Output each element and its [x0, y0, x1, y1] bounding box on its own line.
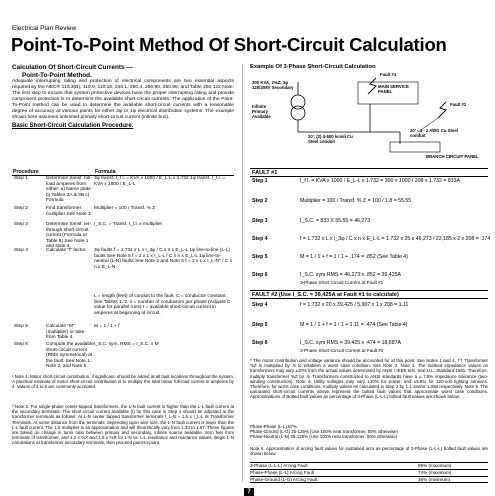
transformer-primary-icon — [291, 95, 305, 109]
infinite-label: Infinite Primary Available — [252, 104, 271, 119]
main-panel-label: MAIN SERVICE PANEL — [378, 84, 409, 94]
fault-2-icon — [438, 102, 446, 118]
table-row — [250, 469, 488, 476]
notes-block: * The motor contribution and voltage variance should be accounted for at this point. See Notes 1 and 4. †† Transformer %Z is multiplied by .9 to establish a worst case condition. See Note 3. Note 3. The marked impedance values on transformers may vary ±10% from the actual values determined by ANSI / IEEE test. See U.L. Standard 1561. Therefore, multiply transformer %Z by .9. Transformers constructed to ANSI standards have a ± 7.5% impedance tolerance (two-winding construction). Note 4. Utility voltages may vary ±10% for power, and ±5.8% for 120-volt lighting services. Therefore, for worst case conditions, multiply values as calculated in Step 3 by 1.1 and/or 1.058 respectively. Note 5. The calculated short-circuit currents above represent the bolted fault values that approximate worst case conditions. Approximations of Bolted fault values as percentage of 3-Phase (L-L-L) bolted fault values are shown below. — [250, 358, 488, 400]
step-desc: Find transformer multiplier See Note 3. — [46, 206, 92, 217]
arcing-label: Phase-Phase (L-L) Arcing Fault — [250, 470, 315, 476]
conductor-1-label: 20', (2) 4-500 kcmil Cu Steel conduit — [308, 134, 353, 144]
calc-heading-2: Point-To-Point Method. — [22, 71, 92, 79]
step-label: Step 6 — [14, 342, 28, 347]
procedure-step-2 — [12, 206, 234, 222]
step-formula: I_S.C. = Transf. I_f.l. x multiplier — [94, 222, 163, 227]
step-calc: f = 1.732 x L x I_3φ / C x n x E_L-L = 1.732 x 25 x 46,273 / 22,185 x 2 x 208 = .174 — [300, 236, 491, 242]
arcing-label: Phase-Ground (L-G) Arcing Fault — [250, 476, 318, 482]
step-calc: I_S.C. sym RMS = 46,273 x .852 = 39,425A — [300, 272, 401, 278]
transformer-label: 300 KVA, 2%Z, 3φ 120/208V Secondary — [252, 80, 294, 90]
step-label: Step 4 — [14, 248, 28, 253]
step-label: Step 5 — [252, 254, 268, 260]
step-label — [12, 294, 46, 324]
arcing-fault-table — [250, 462, 488, 483]
step-label: Step 4 — [252, 236, 268, 242]
right-column — [250, 64, 488, 70]
procedure-step-1 — [12, 176, 234, 206]
col-procedure: Procedure — [13, 168, 39, 175]
branch-panel-label: BRANCH CIRCUIT PANEL — [426, 154, 479, 159]
one-line-diagram — [250, 72, 486, 162]
step-calc: I_S.C. sym RMS = 39,425 x .474 = 18,687A — [300, 340, 401, 346]
procedure-table-header — [12, 168, 234, 176]
step-label: Step 6 — [252, 272, 268, 278]
table-row — [250, 476, 488, 484]
step-formula: Multiplier = 100 / Transf. % Z — [94, 206, 156, 211]
step-label: Step 3 — [252, 218, 268, 224]
step-label: Step 2 — [252, 198, 268, 204]
procedure-step-3 — [12, 222, 234, 248]
step-formula: M = 1 / 1 + f — [94, 324, 120, 329]
arcing-value: 74% (maximum) — [418, 470, 452, 476]
phase-line: Phase-Ground (L-G) 25-125% (Use 100% near transformer, 50% otherwise) — [250, 429, 398, 435]
transformer-secondary-icon — [291, 106, 305, 120]
step-label: Step 6 — [252, 340, 268, 346]
procedure-step-6 — [12, 342, 234, 376]
step-calc: I_f.l. = KVA x 1000 / E_L-L x 1.732 = 300 x 1000 / 208 x 1.732 = 833A — [300, 178, 460, 184]
fault-2-note-text: 3-Phase Short-Circuit Current at Fault #2 — [300, 348, 384, 353]
phase-percentages — [250, 424, 488, 440]
fault-2-header: FAULT #2 (Use I_S.C. = 39,425A at Fault #1 to calculate) — [250, 290, 488, 299]
variable-definitions: L = length (feet) of conduit to the fault. C = conductor constant. See Tables 1, 2. n = number of conductors per phase (Adjusts C value for parallel runs) I = available short-circuit current in amperes at beginning of circuit. — [94, 294, 231, 316]
step-label: Step 5 — [252, 322, 268, 328]
example-title: Example Of 3-Phase Short-Circuit Calculation — [250, 64, 376, 70]
step-formula: 3φ transf. I_f.l. = KVA x 1000 / E_L-L x 1.732 1φ transf. I_f.l. = KVA x 1000 / E_L-L — [94, 176, 226, 187]
procedure-step-4 — [12, 248, 234, 294]
step-label: Step 4 — [252, 302, 268, 308]
procedure-variables — [12, 294, 234, 324]
step-label: Step 3 — [14, 222, 28, 227]
column-divider — [242, 64, 243, 482]
page-number: 7 — [244, 488, 254, 496]
procedure-table — [12, 168, 234, 376]
step-formula: 3φ faults f = 1.732 x L x I_3φ / C x n x E_L-L 1φ line-to-line (L-L) faults See Note 5 f = 2 x L x I_L-L / C x n x E_L-L 1φ line-to-neutral (L-N) faults See Note 2 and Note 5 f = 2 x L x I_L-N* / C x n x E_L-N — [94, 248, 233, 270]
calc-heading-1: Calculation Of Short-Circuit Currents — — [12, 64, 133, 71]
step-desc: Calculate "f" factor. — [46, 248, 87, 253]
intro-paragraph: Adequate interrupting rating and protection of electrical components are two essential aspects required by the NEC® 110.3(B), 110.9, 110.10, 240.1, 250.4, 250.90, 250.96, and Table 250.122 Note. The first step to ensure that system protective devices have the proper interrupting rating and provide component protection is to determine the available short-circuit currents. The application of the Point-To-Point method can be used to determine the available short-circuit currents with a reasonable degree of accuracy at various points for either 3φ or 1φ electrical distribution systems. The example shown here assumes unlimited primary short-circuit current (infinite bus). — [12, 79, 234, 120]
left-column — [12, 64, 234, 129]
fault-1-icon — [368, 78, 376, 94]
step-desc: Determine transf. let-through short-circuit current (Formula or Table 5) See Note 1 and Note 4. — [46, 222, 91, 250]
step-desc — [46, 294, 94, 324]
fault-1-label: Fault #1 — [380, 72, 397, 77]
step-calc: I_S.C. = 833 X 55.55 = 46,273 — [300, 218, 371, 224]
step-calc: M = 1 / 1 + f = 1 / 1 + .174 = .852 (See Table 4) — [300, 254, 408, 260]
arcing-value: 38% (minimum) — [418, 476, 451, 482]
step-desc: Compute the available short-circuit current (RMS symmetrical) at the fault. See Note 1, Note 2, and Note 5 — [46, 342, 94, 370]
note-6: Note 6. Approximation of arcing fault values for sustained arcs as percentage of 3-Phase (L-L-L) bolted fault values are shown below. — [250, 446, 488, 457]
arcing-value: 89% (maximum) — [418, 463, 452, 469]
note-1: ¹ Note 1. Motor short-circuit contribution, if significant, should be added at all fault locations throughout the system. A practical estimate of motor short-circuit contribution is to multiply the total motor full-load current in amperes by 4. Values of 4 to 6 are commonly accepted. — [12, 374, 234, 390]
step-label: Step 2 — [14, 206, 28, 211]
phase-line: Phase-Neutral (L-N) 25-125% (Use 100% near transformer, 50% otherwise) — [250, 434, 398, 440]
step-label: Step 1 — [14, 176, 28, 181]
step-calc: M = 1 / 1 + f = 1 / 1 + 1.11 = .474 (See Table 4) — [300, 322, 408, 328]
fault-2-label: Fault #2 — [450, 102, 467, 107]
step-calc: Multiplier = 100 / Transf. % Z = 100 / 1.8 = 55.55 — [300, 198, 412, 204]
step-desc: Determine transf. full-load amperes from either: a) Name plate b) Tables 3A & 3B c) Formula — [46, 176, 92, 204]
procedure-heading: Basic Short-Circuit Calculation Procedure. — [12, 122, 134, 129]
phase-line: Phase-Phase (L-L) 87% — [250, 424, 297, 429]
fault-1-header: FAULT #1 — [250, 168, 488, 177]
branch-panel-icon — [390, 142, 440, 152]
fault-1-note-text: 3-Phase Short Circuit Current at Fault #1 — [300, 280, 384, 285]
step-label: Step 5 — [14, 324, 28, 329]
table-row — [250, 462, 488, 469]
arcing-label: 3-Phase (L-L-L) Arcing Fault — [250, 463, 308, 469]
step-label: Step 1 — [252, 178, 268, 184]
step-formula: I_S.C. sym. RMS = I_S.C. x M — [94, 342, 159, 347]
col-formula: Formula — [95, 168, 116, 175]
section-title: Electrical Plan Review — [12, 25, 77, 32]
page-title: Point-To-Point Method Of Short-Circuit Calculation — [11, 34, 447, 55]
step-desc: Calculate "M" (multiplier) or take from Table 4. — [46, 324, 85, 341]
procedure-step-5 — [12, 324, 234, 342]
conductor-2-label: 20' - 4 - 2 AWG Cu Steel conduit — [410, 128, 458, 138]
step-calc: f = 1.732 x 20 x 39,425 / 5,907 x 1 x 208 = 1.11 — [300, 302, 409, 308]
note-2: ² Note 2. For single-phase center-tapped transformers, the L-N fault current is higher than the L-L fault current at the secondary terminals. The short-circuit current available (I) for this case in Step 4 should be adjusted at the transformer terminals as follows: At L-N center tapped transformer terminals I_L-N = 1.5 x I_L-L at Transformer Terminals. At some distance from the terminals, depending upon wire size, the L-N fault current is lower than the L-L fault current. The 1.5 multiplier is an approximation and will theoretically vary from 1.33 to 1.67. These figures are based on change in turns ratio between primary and secondary, infinite source available, zero feet from terminals of transformer, and 1.2 x %X and 1.5 x %R for L-N vs. L-L resistance and reactance values. Begin L-N calculations at transformer secondary terminals, then proceed point-to-point. — [12, 404, 234, 446]
